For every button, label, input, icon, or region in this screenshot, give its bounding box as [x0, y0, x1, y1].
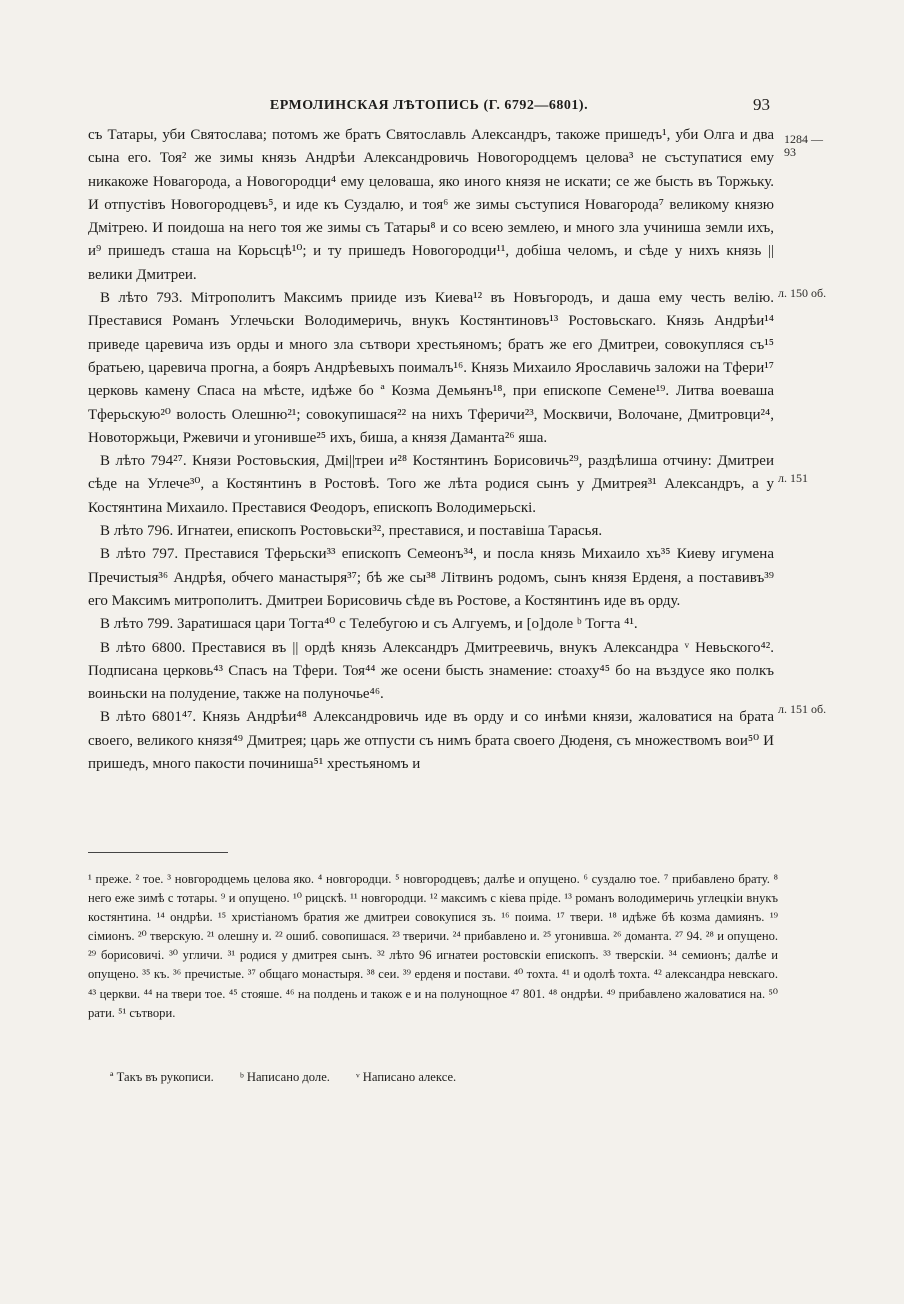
page-header — [88, 95, 770, 120]
footnote: далѣе и опущено. — [483, 872, 580, 886]
footnote: далѣе и опущено. — [88, 948, 778, 982]
footnote: ³ новгородцемь целова яко. — [167, 872, 315, 886]
footnote: ²⁷ 94. — [675, 929, 703, 944]
footnote: ⁵¹ сътвори. — [118, 1005, 176, 1020]
running-title: ЕРМОЛИНСКАЯ ЛѢТОПИСЬ (Г. 6792—6801). — [269, 98, 589, 113]
footnote: ¹⁵ христіаномъ братия же дмитреи совокупися зъ. — [217, 910, 497, 925]
footnote: ²³ твеpичи. — [392, 929, 450, 944]
footnote: ⁴¹ и одолѣ тохта. — [561, 967, 651, 982]
footnote: ⁵ новгородцевъ; — [395, 872, 481, 886]
page-number: 93 — [753, 95, 770, 114]
footnote: ⁴⁰ тохта. — [513, 967, 559, 982]
footnote: ³⁵ къ. — [142, 967, 170, 982]
footnote: ³⁸ сеи. — [366, 967, 400, 982]
footnote: ⁸ него еже зимѣ с тотары. — [88, 872, 779, 906]
paragraph: В лѣто 794²⁷. Князи Ростовьския, Дмі||треи и²⁸ Костянтинъ Борисовичь²⁹, раздѣлиша отчину: Дмитреи сѣде на Углече³⁰, а Костянтинъ в Ростовѣ. Того же лѣта родися сынъ у Дмитрея³¹ Александръ, а у Костянтина Михаило. Преставися Феодоръ, епископъ Володимерьскі. — [88, 453, 774, 516]
footnote: ⁴⁷ 801. — [510, 986, 546, 1001]
footnote: ⁴³ церкви. — [88, 986, 141, 1001]
footnote: ¹⁶ поима. — [501, 910, 552, 925]
paragraph: В лѣто 797. Преставися Тферьски³³ епископъ Семеонъ³⁴, и посла князь Михаило хъ³⁵ Киеву игумена Пречистыя³⁶ Андрѣя, обчего манастыря³⁷; бѣ же сы³⁸ Літвинъ родомъ, сынъ князя Ерденя, а поставивъ³⁹ его Максимъ митрополитъ. Дмитреи Борисовичь сѣде въ Ростове, а Костянтинъ иде въ орду. — [88, 546, 774, 609]
footnote: ⁵⁰ рати. — [88, 986, 778, 1020]
footnote: ³⁴ семионъ; — [668, 948, 731, 963]
paragraph: В лѣто 793. Мітрополитъ Максимъ прииде изъ Киева¹² въ Новъгородъ, и даша ему честь велію. Преставися Романъ Углечьски Володимеричь, внукъ Костянтиновъ¹³ Ростовьскаго. Князь Андрѣи¹⁴ приведе царевича изъ орды и много зла сътвори хрестьяномъ; братъ же его Дмитреи, совокупляся съ¹⁵ братьею, царевича прогна, а бояръ Андрѣевыхъ поималъ¹⁶. Князь Михаило Ярославичь заложи на Тфери¹⁷ церковь камену Спаса на мѣсте, идѣже бо ª Козма Демьянъ¹⁸, при епископе Семене¹⁹. Литва воеваша Тферьскую²⁰ волость Олешню²¹; совокупишася²² на нихъ Тферичи²³, Москвичи, Волочане, Дмитровци²⁴, Новоторжьци, Ржевичи и угонивше²⁵ ихъ, биша, а князя Даманта²⁶ яша. — [88, 290, 774, 446]
footnote: ⁴ новгородци. — [317, 872, 392, 886]
footnote: ⁴⁶ на полдень и також е и на полунощное — [285, 986, 508, 1001]
paragraph: В лѣто 799. Заратишася цари Тогта⁴⁰ с Телебугою и съ Алгуемъ, и [о]доле ᵇ Тогта ⁴¹. — [100, 616, 638, 633]
footnote: ¹ прежe. — [88, 872, 132, 886]
lettered-note: ᵇ Написано доле. — [239, 1070, 330, 1084]
margin-years: 1284 —93 — [784, 132, 823, 159]
margin-leaf-151: л. 151 — [778, 471, 808, 485]
footnote: ¹¹ новгородци. — [350, 891, 427, 906]
paragraph: В лѣто 6801⁴⁷. Князь Андрѣи⁴⁸ Александровичь иде въ орду и со инѣми князи, жаловатися на брата своего, великого князя⁴⁹ Дмитрея; царь же отпусти съ нимъ брата своего Дюденя, съ множествомъ вои⁵⁰ И пришедъ, много пакости починиша⁵¹ хрестьяномъ и — [88, 709, 774, 773]
footnote: ⁴⁸ ондрѣи. — [548, 986, 604, 1001]
footnote: ¹⁸ идѣже бѣ козма дамиянъ. — [608, 910, 765, 925]
lettered-note: ᵛ Написано алексе. — [355, 1070, 457, 1084]
paragraph: В лѣто 796. Игнатеи, епископъ Ростовьски³², преставися, и поставіша Тарасья. — [100, 523, 603, 540]
footnote-divider — [88, 852, 228, 853]
paragraph: съ Татары, уби Святослава; потомъ же братъ Святославль Александръ, такоже пришедъ¹, уби Олга и два сына его. Тоя² же зимы князь Андрѣи Александровичь Новогородцемъ целова³ не съступатися ему никакоже Новагорода, а Новогородци⁴ ему целоваша, яко иного князя не искати; се же бысть въ Торжьку. И отпустівъ Новогородцевъ⁵, и иде къ Суздалю, и тоя⁶ же зимы съступися Новагорода⁷ великому князю Дмітрею. И поидоша на него тоя же зимы съ Татары⁸ и со всею землею, и много зла учиниша земли ихъ, и⁹ пришедъ сташа на Корьсцѣ¹⁰; и ту пришедъ Новогородци¹¹, добіша челомъ, и сѣде у нихъ князь || велики Дмитреи. — [88, 127, 774, 283]
footnote: ³² лѣто 96 игнатеи ростовскіи епископъ. — [377, 948, 599, 963]
footnote: ²⁸ и опущено. — [705, 929, 779, 944]
footnote: ¹⁹ сімионъ. — [88, 910, 778, 944]
footnote: ¹⁰ рицскѣ. — [293, 891, 347, 906]
footnote: ⁶ суздалю тое. — [583, 872, 661, 886]
footnote: ²⁹ борисовичі. — [88, 948, 165, 963]
footnote: ³¹ родися у дмитрея сынъ. — [227, 948, 373, 963]
main-text — [88, 124, 774, 776]
lettered-note: ª Такъ въ рукописи. — [110, 1070, 214, 1084]
footnote: ³³ тверскіи. — [603, 948, 664, 963]
footnote: ³⁷ общаго монастыря. — [247, 967, 364, 982]
margin-leaf-150ob: л. 150 об. — [778, 286, 827, 300]
footnote: ³⁶ пречистые. — [173, 967, 245, 982]
footnote: ⁴⁵ стояше. — [228, 986, 283, 1001]
lettered-notes — [110, 1070, 770, 1085]
footnote: ² тое. — [135, 872, 164, 886]
footnote: ⁹ и опущено. — [220, 891, 290, 906]
footnote: ⁴⁹ прибавлено жаловатися на. — [606, 986, 766, 1001]
footnote: ⁴⁴ на твери тое. — [143, 986, 226, 1001]
footnote: ⁷ прибавлено брату. — [663, 872, 770, 886]
footnote: ²⁶ доманта. — [613, 929, 672, 944]
footnote: ²⁰ тверскую. — [137, 929, 204, 944]
footnote: ³⁹ ерденя и постави. — [402, 967, 511, 982]
footnote: ¹³ романъ володимеричь углецкіи внукъ костянтина. — [88, 891, 779, 925]
footnote: ³⁰ угличи. — [169, 948, 223, 963]
margin-leaf-151ob: л. 151 об. — [778, 702, 827, 716]
footnote: ⁴² александра невскаго. — [653, 967, 778, 982]
footnote: ²² ошиб. совопишася. — [275, 929, 389, 944]
footnote: ²⁴ прибавлено и. — [452, 929, 540, 944]
footnotes — [88, 870, 778, 1023]
footnote: ²¹ олешну и. — [206, 929, 272, 944]
paragraph: В лѣто 6800. Преставися въ || ордѣ князь Александръ Дмитреевичь, внукъ Александра ᵛ Невьского⁴². Подписана церковь⁴³ Спасъ на Тфери. Тоя⁴⁴ же осени бысть знамение: стоаху⁴⁵ бо на въздусе яко полкъ воиньски на полудение, также на полуночье⁴⁶. — [88, 639, 774, 703]
footnote: ¹⁷ твери. — [556, 910, 604, 925]
footnote: ²⁵ угонивша. — [543, 929, 610, 944]
footnote: ¹² максимъ с кіева пріде. — [429, 891, 561, 906]
footnote: ¹⁴ ондрѣи. — [156, 910, 213, 925]
